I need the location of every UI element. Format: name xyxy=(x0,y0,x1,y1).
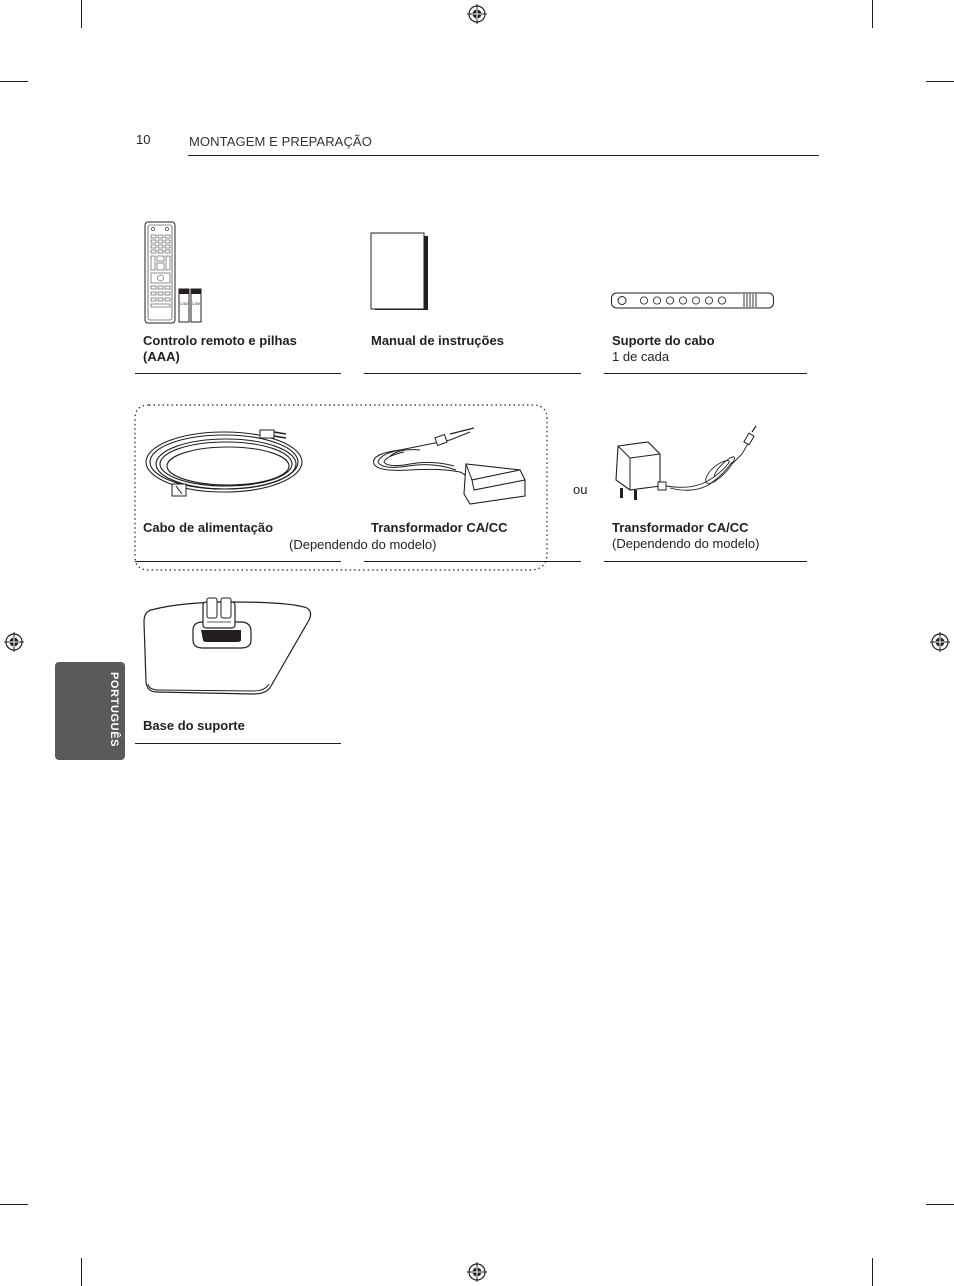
registration-mark-icon xyxy=(467,4,487,24)
remote-caption xyxy=(143,333,297,365)
svg-text:1.5V: 1.5V xyxy=(191,301,201,306)
item-name: Cabo de alimentação xyxy=(143,520,274,535)
item-name: Suporte do cabo xyxy=(612,333,715,348)
section-title: MONTAGEM E PREPARAÇÃO xyxy=(189,134,372,149)
item-rule xyxy=(135,743,341,744)
item-note: 1 de cada xyxy=(612,349,670,364)
item-rule xyxy=(604,373,807,374)
stand-base-caption xyxy=(143,718,245,734)
language-tab-label: PORTUGUÊS xyxy=(108,672,120,748)
item-name: Transformador CA/CC xyxy=(612,520,749,535)
manual-icon xyxy=(369,232,431,312)
crop-mark xyxy=(872,0,873,28)
item-name: Manual de instruções xyxy=(371,333,504,348)
manual-caption xyxy=(371,333,504,349)
item-name-line2: (AAA) xyxy=(143,349,180,364)
cable-holder-icon xyxy=(610,291,776,311)
registration-mark-icon xyxy=(467,1262,487,1282)
item-name: Controlo remoto e pilhas xyxy=(143,333,297,348)
crop-mark xyxy=(81,1258,82,1286)
crop-mark xyxy=(926,81,954,82)
power-cord-caption xyxy=(143,520,273,536)
crop-mark xyxy=(0,1204,28,1205)
item-name: Transformador CA/CC xyxy=(371,520,508,535)
item-note: (Dependendo do modelo) xyxy=(612,536,760,551)
crop-mark xyxy=(81,0,82,28)
power-cord-icon xyxy=(142,424,310,504)
svg-text:1.5V: 1.5V xyxy=(179,301,189,306)
item-rule xyxy=(135,373,341,374)
crop-mark xyxy=(0,81,28,82)
page-number: 10 xyxy=(136,132,151,147)
item-rule xyxy=(364,373,581,374)
adapter-a-note: (Dependendo do modelo) xyxy=(289,537,437,552)
wall-adapter-icon xyxy=(610,424,770,504)
item-name: Base do suporte xyxy=(143,718,245,733)
registration-mark-icon xyxy=(4,632,24,652)
header-rule xyxy=(188,155,819,156)
ac-adapter-icon xyxy=(370,424,530,506)
stand-base-icon xyxy=(141,596,317,698)
adapter-b-caption xyxy=(612,520,759,552)
crop-mark xyxy=(926,1204,954,1205)
adapter-a-caption xyxy=(371,520,508,536)
remote-control-icon xyxy=(143,221,203,325)
cable-holder-caption xyxy=(612,333,715,365)
registration-mark-icon xyxy=(930,632,950,652)
or-label: ou xyxy=(573,482,588,497)
crop-mark xyxy=(872,1258,873,1286)
item-rule xyxy=(604,561,807,562)
item-rule xyxy=(135,561,341,562)
item-rule xyxy=(364,561,581,562)
